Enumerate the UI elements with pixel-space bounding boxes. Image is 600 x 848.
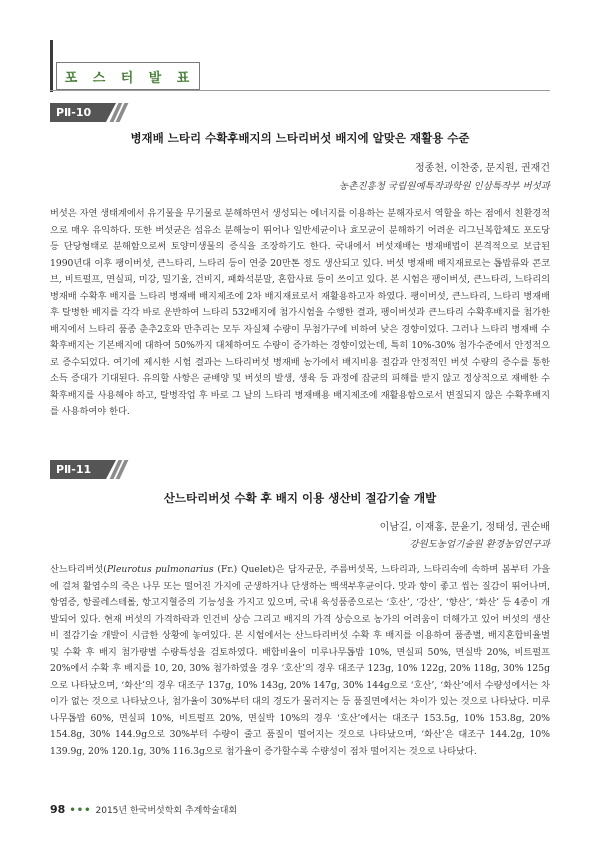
footer-dots: ••• [69,805,92,816]
header-accent-bar [50,40,53,92]
abstract-title: 산느타리버섯 수확 후 배지 이용 생산비 절감기술 개발 [163,491,437,505]
abstract-body: 버섯은 자연 생태계에서 유기물을 무기물로 분해하면서 생성되는 에너지를 이용하는 분해자로서 역할을 하는 점에서 친환경적으로 매우 유익하다. 또한 버섯균은 섬유소 분해능이 뛰어나 일반세균이나 효모균이 분해하기 어려운 리그닌복합체도 포도당 등 단당형태로 분해함으로써 토양미생물의 증식을 조장하기도 한다. 국내에서 버섯재배는 병재배법이 본격적으로 보급된 1990년대 이후 팽이버섯, 큰느타리, 느타리 등이 연중 20만톤 정도 생산되고 있다. 버섯 병재배 배지재료로는 톱밥류와 콘코브, 비트펄프, 면실피, 미강, 밀기울, 건비지, 패화석분말, 혼합사료 등이 쓰이고 있다. 본 시험은 팽이버섯, 큰느타리, 느타리의 병재배 수확후 배지를 느타리 병재배 배지제조에 2차 배지재료로서 재활용하고자 하였다. 팽이버섯, 큰느타리, 느타리 병재배 후 탈병한 배지를 각각 바로 운반하여 느타리 532배지에 첨가시험을 수행한 결과, 팽이버섯과 큰느타리 수확후배지를 첨가한 배지에서 느타리 품종 춘추2호와 만추리는 모두 자실체 수량이 무첨가구에 비하여 낮은 경향이었다. 그러나 느타리 병재배 수확후배지는 기본배지에 대하여 50%까지 대체하여도 수량이 증가하는 경향이었는데, 특히 10%-30% 첨가수준에서 안정적으로 증수되었다. 여기에 제시한 시험 결과는 느타리버섯 병재배 농가에서 배지비용 절감과 안정적인 버섯 수량의 증수를 통한 소득 증대가 기대된다. 유의할 사항은 균배양 및 버섯의 발생, 생육 등 과정에 잡균의 피해를 받지 않고 정상적으로 재배한 수확후배지를 사용해야 하고, 탈병작업 후 바로 그 날의 느타리 병재배용 배지제조에 재활용함으로서 변질되지 않은 수확후배지를 사용하여야 한다. [50,208,550,417]
abstract-tag: PⅡ-10 [50,103,106,122]
header-char: 포 [64,70,78,86]
abstract-body [50,562,550,760]
header-divider [50,90,550,91]
section-header-poster [56,62,200,90]
abstract-affiliation: 강원도농업기술원 환경농업연구과 [409,539,550,550]
abstract-affiliation: 농촌진흥청 국립원예특작과학원 인삼특작부 버섯과 [339,181,550,192]
page-number: 98 [50,803,66,816]
abstract-authors: 이남길, 이재홍, 문윤기, 정태성, 권순배 [379,522,550,533]
body-text-segment: 산느타리버섯( [50,564,107,575]
footer-text: 2015년 한국버섯학회 추계학술대회 [95,806,238,816]
abstract-title: 병재배 느타리 수확후배지의 느타리버섯 배지에 알맞은 재활용 수준 [130,131,470,145]
page-footer [50,803,237,816]
species-name: Pleurotus pulmonarius [106,564,214,575]
body-text-segment: (Fr.) Quelet)은 담자균문, 주름버섯목, 느타리과, 느타리속에 속하며 봄부터 가을에 걸쳐 활엽수의 죽은 나무 또는 떨어진 가지에 군생하거나 단생하는 백색부후균이다. 맛과 향이 좋고 씹는 질감이 뛰어나며, 항염증, 항콜레스테롤, 항고지혈증의 기능성을 가지고 있으며, 국내 육성품종으로는 ‘호산’, ‘강산’, ‘향산’, ‘화산’ 등 4종이 개발되어 있다. 현재 버섯의 가격하락과 인건비 상승 그리고 배지의 가격 상승으로 농가의 어려움이 더해가고 있어 버섯의 생산비 절감기술 개발이 시급한 상황에 놓여있다. 본 시험에서는 산느타리버섯 수확 후 배지를 이용하여 품종별, 배지혼합비율별 및 수확 후 배지 첨가량별 수량특성을 검토하였다. 배합비율이 미루나무톱밥 10%, 면실피 50%, 면실박 20%, 비트펄프 20%에서 수확 후 배지를 10, 20, 30% 첨가하였을 경우 ‘호산’의 경우 대조구 123g, 10% 122g, 20% 118g, 30% 125g으로 나타났으며, ‘화산’의 경우 대조구 137g, 10% 143g, 20% 147g, 30% 144g으로 ‘호산’, ‘화산’에서 수량성에서는 차이가 없는 것으로 나타났으나, 첨가율이 30%부터 대의 경도가 물러지는 등 품질면에서는 차이가 있는 것으로 나타났다. 미루나무톱밥 60%, 면실피 10%, 비트펄프 20%, 면실박 10%의 경우 ‘호산’에서는 대조구 153.5g, 10% 153.8g, 20% 154.8g, 30% 144.9g으로 30%부터 수량이 줄고 품질이 떨어지는 것으로 나타났으며, ‘화산’은 대조구 144.2g, 10% 139.9g, 20% 120.1g, 30% 116.3g으로 첨가율이 증가할수록 수량성이 점차 떨어지는 것으로 나타났다. [50,564,550,757]
header-char: 표 [176,70,190,86]
header-char: 터 [120,70,134,86]
header-char: 발 [148,70,162,86]
abstract-tag: PⅡ-11 [50,460,106,479]
header-char: 스 [92,70,106,86]
abstract-authors: 정종천, 이찬중, 문지원, 권재건 [415,163,550,174]
